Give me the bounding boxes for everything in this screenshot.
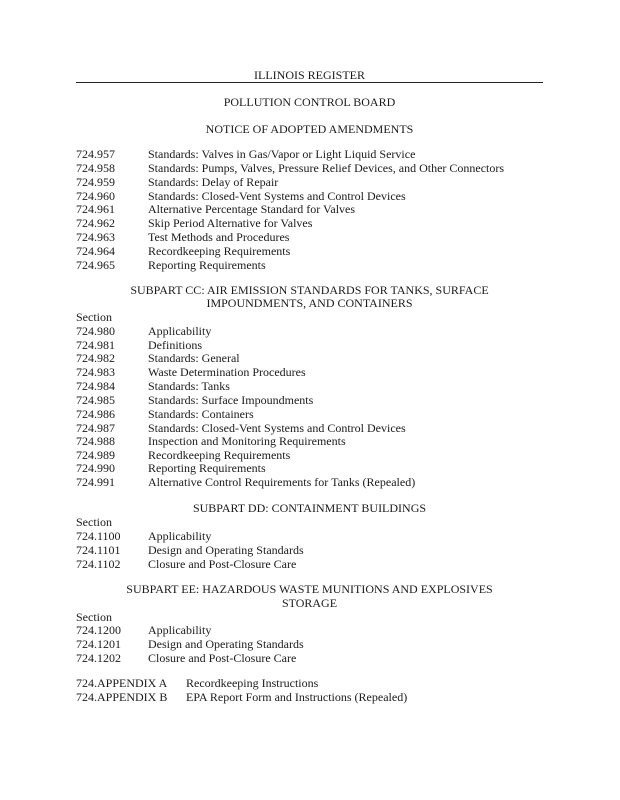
section-title: Skip Period Alternative for Valves bbox=[148, 216, 313, 230]
section-number: 724.1200 bbox=[76, 623, 121, 637]
section-title: Applicability bbox=[148, 529, 212, 543]
section-number: 724.1100 bbox=[76, 529, 121, 543]
section-title: Applicability bbox=[148, 324, 212, 338]
section-title: Alternative Control Requirements for Tanks (Repealed) bbox=[148, 475, 416, 489]
section-number: 724.980 bbox=[76, 324, 115, 338]
section-number: 724.963 bbox=[76, 230, 115, 244]
section-title: Standards: General bbox=[148, 351, 240, 365]
section-title: Test Methods and Procedures bbox=[148, 230, 290, 244]
section-number: 724.957 bbox=[76, 147, 115, 161]
section-title: Standards: Containers bbox=[148, 407, 254, 421]
section-number: 724.988 bbox=[76, 434, 115, 448]
subpart-cc-heading-line2: IMPOUNDMENTS, AND CONTAINERS bbox=[206, 296, 413, 310]
section-title: Alternative Percentage Standard for Valves bbox=[148, 202, 356, 216]
section-title: Reporting Requirements bbox=[148, 258, 266, 272]
section-title: Inspection and Monitoring Requirements bbox=[148, 434, 346, 448]
appendix-title: EPA Report Form and Instructions (Repealed) bbox=[186, 690, 408, 704]
section-number: 724.961 bbox=[76, 202, 115, 216]
section-number: 724.965 bbox=[76, 258, 115, 272]
header-rule bbox=[76, 82, 543, 83]
section-title: Standards: Tanks bbox=[148, 379, 230, 393]
register-header: ILLINOIS REGISTER bbox=[254, 68, 365, 82]
section-title: Design and Operating Standards bbox=[148, 543, 304, 557]
section-number: 724.958 bbox=[76, 161, 115, 175]
section-number: 724.1201 bbox=[76, 637, 121, 651]
section-title: Applicability bbox=[148, 623, 212, 637]
subpart-dd-heading: SUBPART DD: CONTAINMENT BUILDINGS bbox=[192, 501, 427, 515]
section-number: 724.991 bbox=[76, 475, 115, 489]
section-number: 724.987 bbox=[76, 421, 115, 435]
section-number: 724.982 bbox=[76, 351, 115, 365]
section-label: Section bbox=[76, 610, 112, 624]
section-number: 724.986 bbox=[76, 407, 115, 421]
section-title: Standards: Pumps, Valves, Pressure Relief Devices, and Other Connectors bbox=[148, 161, 505, 175]
section-number: 724.990 bbox=[76, 461, 115, 475]
section-title: Recordkeeping Requirements bbox=[148, 448, 291, 462]
section-number: 724.983 bbox=[76, 365, 115, 379]
appendix-number: 724.APPENDIX B bbox=[76, 690, 168, 704]
section-number: 724.984 bbox=[76, 379, 115, 393]
section-number: 724.962 bbox=[76, 216, 115, 230]
section-title: Reporting Requirements bbox=[148, 461, 266, 475]
section-number: 724.959 bbox=[76, 175, 115, 189]
appendix-number: 724.APPENDIX A bbox=[76, 676, 168, 690]
section-title: Standards: Closed-Vent Systems and Control Devices bbox=[148, 421, 406, 435]
section-title: Standards: Closed-Vent Systems and Control Devices bbox=[148, 189, 406, 203]
section-number: 724.1102 bbox=[76, 557, 121, 571]
section-title: Standards: Valves in Gas/Vapor or Light Liquid Service bbox=[148, 147, 416, 161]
appendix-title: Recordkeeping Instructions bbox=[186, 676, 319, 690]
section-number: 724.985 bbox=[76, 393, 115, 407]
section-number: 724.960 bbox=[76, 189, 115, 203]
section-title: Standards: Delay of Repair bbox=[148, 175, 279, 189]
section-title: Closure and Post-Closure Care bbox=[148, 557, 297, 571]
section-number: 724.1101 bbox=[76, 543, 121, 557]
section-label: Section bbox=[76, 515, 112, 529]
section-number: 724.1202 bbox=[76, 651, 121, 665]
notice-title: NOTICE OF ADOPTED AMENDMENTS bbox=[205, 122, 414, 136]
section-title: Definitions bbox=[148, 338, 202, 352]
section-title: Standards: Surface Impoundments bbox=[148, 393, 314, 407]
section-number: 724.981 bbox=[76, 338, 115, 352]
section-label: Section bbox=[76, 310, 112, 324]
section-title: Design and Operating Standards bbox=[148, 637, 304, 651]
section-title: Closure and Post-Closure Care bbox=[148, 651, 297, 665]
section-title: Waste Determination Procedures bbox=[148, 365, 306, 379]
section-number: 724.964 bbox=[76, 244, 115, 258]
subpart-ee-heading-line2: STORAGE bbox=[281, 596, 338, 610]
subpart-ee-heading-line1: SUBPART EE: HAZARDOUS WASTE MUNITIONS AND EXPLOSIVES bbox=[126, 582, 493, 596]
section-number: 724.989 bbox=[76, 448, 115, 462]
section-title: Recordkeeping Requirements bbox=[148, 244, 291, 258]
board-title: POLLUTION CONTROL BOARD bbox=[223, 95, 396, 109]
subpart-cc-heading-line1: SUBPART CC: AIR EMISSION STANDARDS FOR TANKS, SURFACE bbox=[130, 283, 489, 297]
